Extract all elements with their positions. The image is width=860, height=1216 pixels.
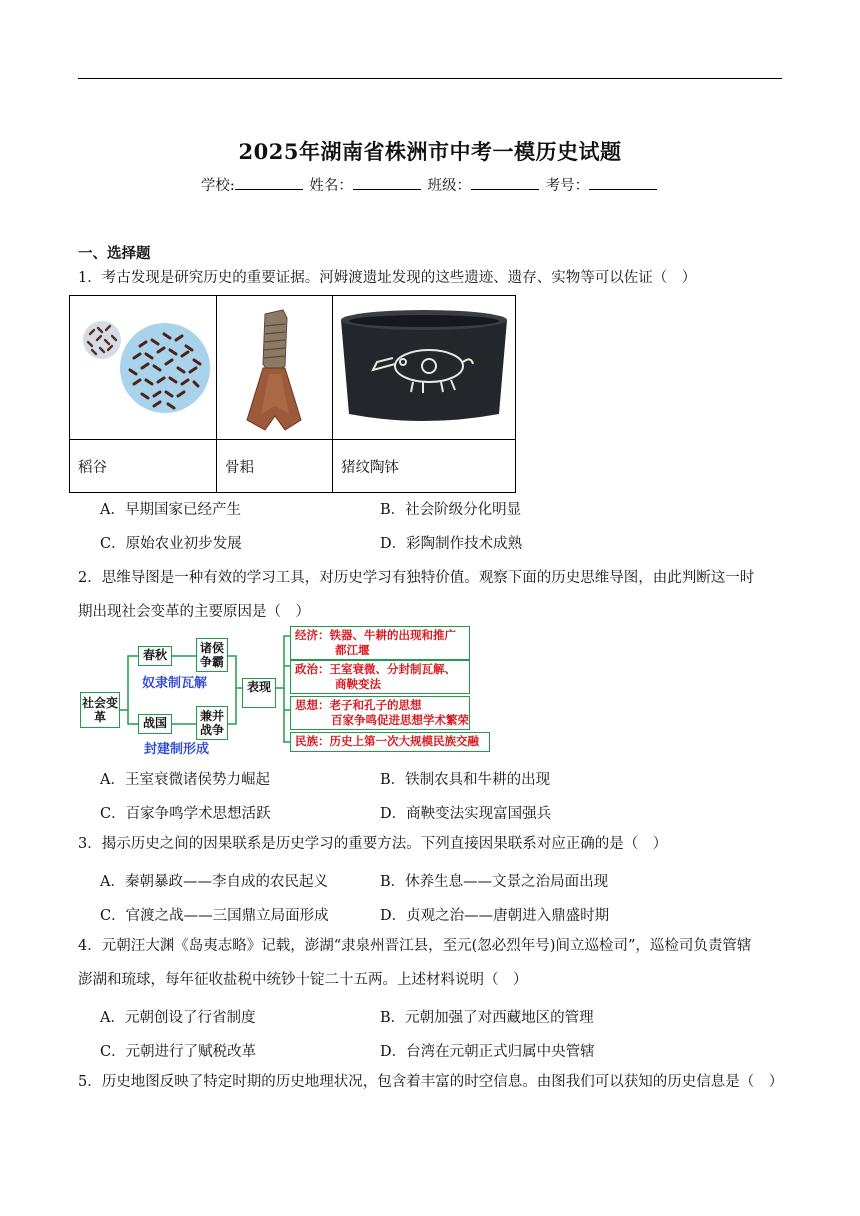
rice-grain-image <box>70 296 217 440</box>
q1-option-a[interactable]: A．早期国家已经产生 <box>100 502 241 518</box>
name-blank[interactable] <box>353 175 421 190</box>
q2-option-a[interactable]: A．王室衰微诸侯势力崛起 <box>100 772 270 788</box>
box-ethnic: 民族：历史上第一次大规模民族交融 <box>290 732 490 752</box>
name-label: 姓名： <box>309 178 353 194</box>
root-node-social-change: 社会变革 <box>80 692 120 728</box>
q2-option-d[interactable]: D．商鞅变法实现富国强兵 <box>380 806 552 822</box>
box-thought <box>290 696 470 730</box>
q4-option-a[interactable]: A．元朝创设了行省制度 <box>100 1010 256 1026</box>
label-nuli-zhi-wajie: 奴隶制瓦解 <box>142 676 208 691</box>
page-title: 2025年湖南省株洲市中考一模历史试题 <box>238 139 622 164</box>
economy-line2: 都江堰 <box>335 643 370 657</box>
question-4-stem-line1: 4．元朝汪大渊《岛夷志略》记载，澎湖“隶泉州晋江县，至元(忽必烈年号)间立巡检司”，巡检司负责管辖 <box>78 938 752 954</box>
student-info-line <box>0 174 860 195</box>
bone-spade-image <box>217 296 333 440</box>
economy-line1: 经济：铁器、牛耕的出现和推广 <box>295 628 456 642</box>
box-economy <box>290 626 470 660</box>
q2-option-c[interactable]: C．百家争鸣学术思想活跃 <box>100 806 271 822</box>
q4-option-d[interactable]: D．台湾在元朝正式归属中央管辖 <box>380 1044 595 1060</box>
q1-option-c[interactable]: C．原始农业初步发展 <box>100 536 242 552</box>
politics-line2: 商鞅变法 <box>335 677 381 691</box>
politics-line1: 政治：王室衰微、分封制瓦解、 <box>295 662 456 676</box>
q4-option-c[interactable]: C．元朝进行了赋税改革 <box>100 1044 257 1060</box>
node-jianbing-zhanzheng: 兼并战争 <box>196 706 228 740</box>
image-caption-pottery: 猪纹陶钵 <box>333 440 516 493</box>
q3-option-b[interactable]: B．休养生息——文景之治局面出现 <box>380 874 609 890</box>
mind-map <box>80 626 490 756</box>
q1-option-b[interactable]: B．社会阶级分化明显 <box>380 502 522 518</box>
q4-option-b[interactable]: B．元朝加强了对西藏地区的管理 <box>380 1010 594 1026</box>
section-title: 一、选择题 <box>78 245 151 262</box>
question-3-stem: 3．揭示历史之间的因果联系是历史学习的重要方法。下列直接因果联系对应正确的是（ ） <box>78 836 668 852</box>
image-caption-rice: 稻谷 <box>70 440 217 493</box>
q3-option-c[interactable]: C．官渡之战——三国鼎立局面形成 <box>100 908 329 924</box>
question-5-stem: 5．历史地图反映了特定时期的历史地理状况，包含着丰富的时空信息。由图我们可以获知的历史信息是（ ） <box>78 1074 784 1090</box>
box-politics <box>290 660 470 694</box>
class-blank[interactable] <box>471 175 539 190</box>
question-4-stem-line2: 澎湖和琉球，每年征收盐税中统钞十锭二十五两。上述材料说明（ ） <box>78 972 528 988</box>
thought-line1: 思想：老子和孔子的思想 <box>295 698 422 712</box>
class-label: 班级： <box>427 178 471 194</box>
node-biaoxian: 表现 <box>242 678 276 708</box>
node-zhuhou-zhengba: 诸侯争霸 <box>196 638 228 672</box>
question-1-image-table <box>69 295 516 493</box>
label-fengjian-zhi-xingcheng: 封建制形成 <box>144 742 210 757</box>
question-2-stem-line2: 期出现社会变革的主要原因是（ ） <box>78 604 310 620</box>
q3-option-d[interactable]: D．贞观之治——唐朝进入鼎盛时期 <box>380 908 610 924</box>
q3-option-a[interactable]: A．秦朝暴政——李自成的农民起义 <box>100 874 328 890</box>
q1-option-d[interactable]: D．彩陶制作技术成熟 <box>380 536 523 552</box>
school-label: 学校: <box>200 178 235 194</box>
question-2-stem-line1: 2．思维导图是一种有效的学习工具，对历史学习有独特价值。观察下面的历史思维导图，由此判断这一时 <box>78 570 755 586</box>
school-blank[interactable] <box>235 175 303 190</box>
node-chunqiu: 春秋 <box>138 646 172 666</box>
q2-option-b[interactable]: B．铁制农具和牛耕的出现 <box>380 772 551 788</box>
image-caption-bone-spade: 骨耜 <box>217 440 333 493</box>
node-zhanguo: 战国 <box>138 714 172 734</box>
exam-no-blank[interactable] <box>589 175 657 190</box>
thought-line2: 百家争鸣促进思想学术繁荣 <box>331 713 469 727</box>
question-1-stem: 1．考古发现是研究历史的重要证据。河姆渡遗址发现的这些遗迹、遗存、实物等可以佐证（ ） <box>78 270 697 286</box>
pig-pattern-pottery-image <box>333 296 516 440</box>
exam-no-label: 考号： <box>545 178 590 194</box>
top-rule <box>78 78 782 79</box>
